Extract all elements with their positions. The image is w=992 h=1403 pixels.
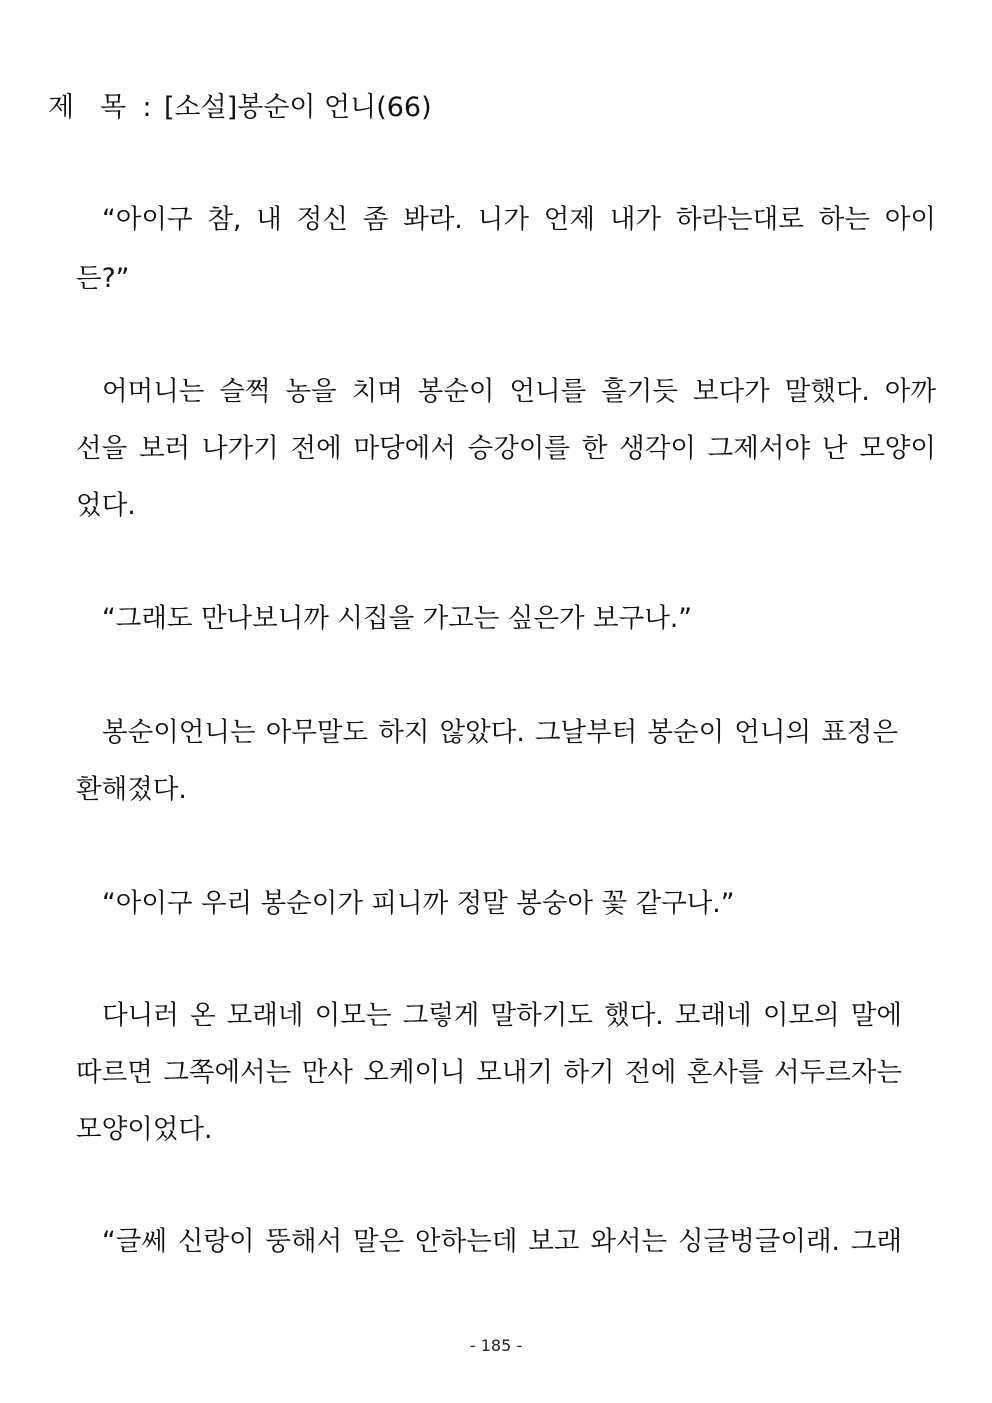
text-line: 환해졌다.: [76, 774, 187, 805]
title-label-char-1: 제: [48, 92, 75, 123]
text-line: 봉순이언니는 아무말도 하지 않았다. 그날부터 봉순이 언니의 표정은: [102, 717, 898, 748]
text-line: “그래도 만나보니까 시집을 가고는 싶은가 보구나.”: [102, 603, 692, 634]
text-line: 었다.: [76, 490, 136, 521]
text-line: “아이구 우리 봉순이가 피니까 정말 봉숭아 꽃 같구나.”: [102, 888, 735, 919]
title-label-char-2: 목: [100, 92, 127, 123]
text-line: 어머니는 슬쩍 농을 치며 봉순이 언니를 흘기듯 보다가 말했다. 아까: [102, 376, 936, 407]
text-line: “아이구 참, 내 정신 좀 봐라. 니가 언제 내가 하라는대로 하는 아이: [102, 204, 936, 235]
text-line: “글쎄 신랑이 뚱해서 말은 안하는데 보고 와서는 싱글벙글이래. 그래: [102, 1226, 902, 1257]
text-line: 따르면 그쪽에서는 만사 오케이니 모내기 하기 전에 혼사를 서두르자는: [76, 1057, 902, 1088]
page-number: - 185 -: [469, 1336, 523, 1355]
text-line: 든?”: [76, 263, 130, 294]
title-colon: :: [142, 92, 152, 123]
text-line: 선을 보러 나가기 전에 마당에서 승강이를 한 생각이 그제서야 난 모양이: [76, 433, 936, 464]
document-title: [48, 88, 432, 128]
title-text: [소설]봉순이 언니(66): [164, 92, 432, 123]
text-line: 모양이었다.: [76, 1114, 213, 1145]
text-line: 다니러 온 모래네 이모는 그렇게 말하기도 했다. 모래네 이모의 말에: [102, 1000, 902, 1031]
